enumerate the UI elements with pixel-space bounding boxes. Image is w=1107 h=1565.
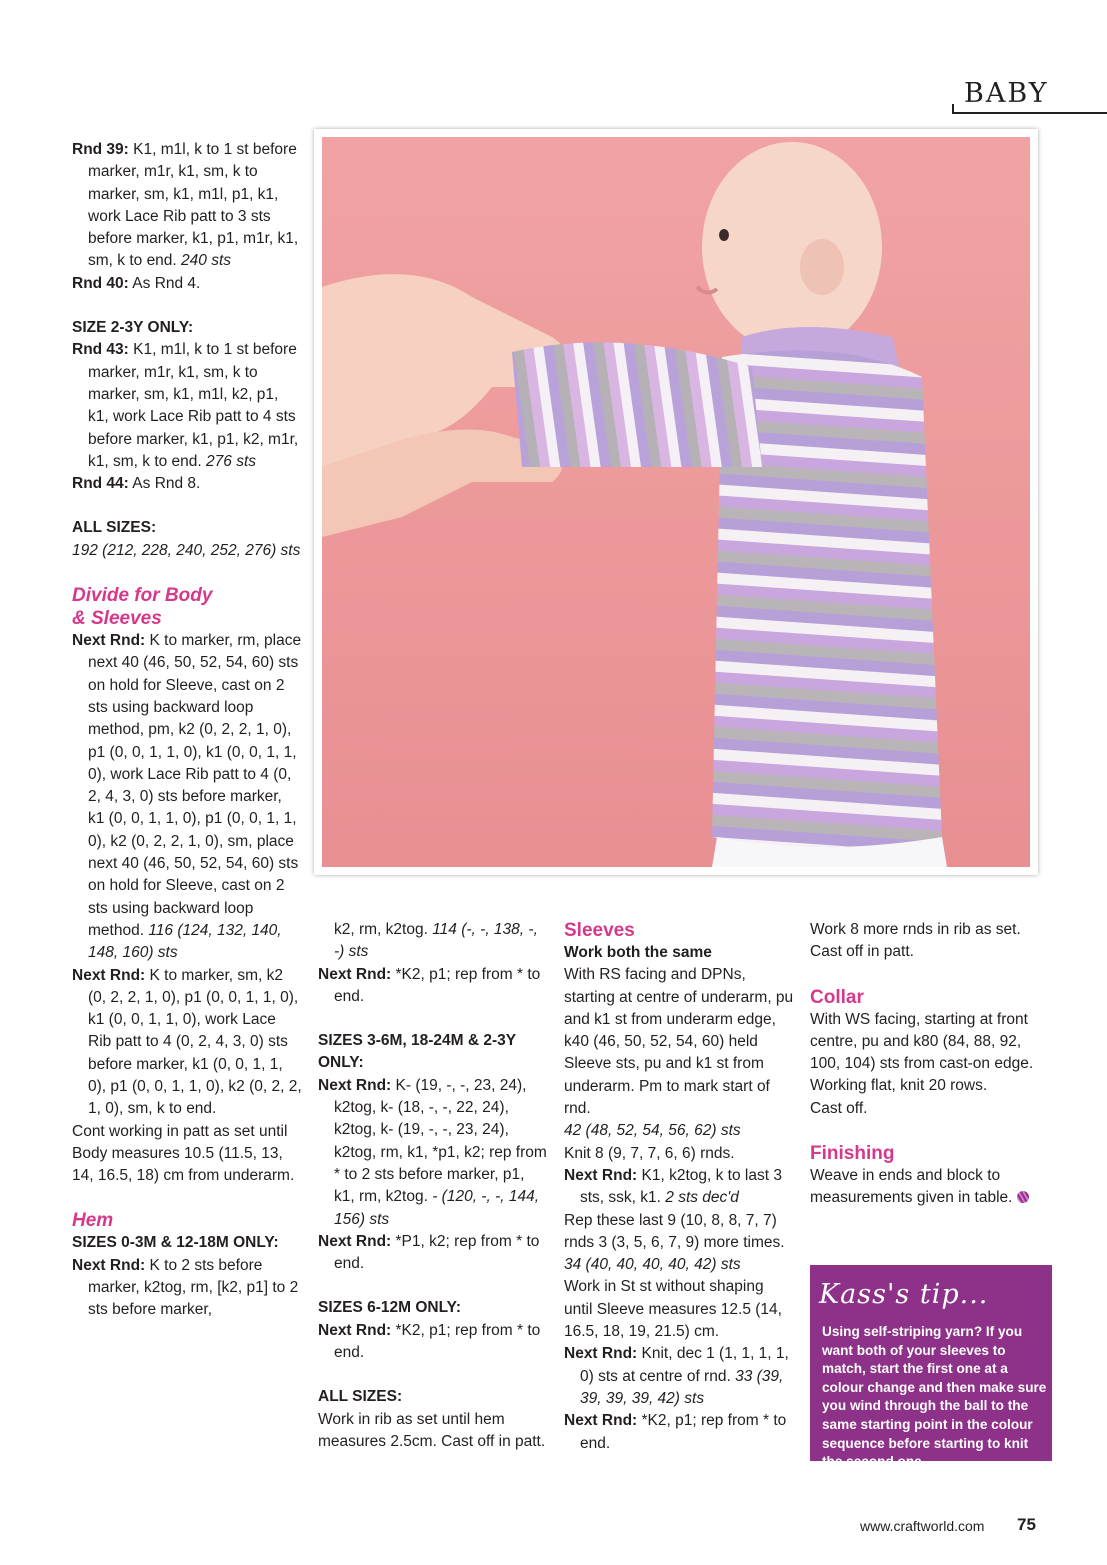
sleeves-stst-text: Work in St st without shaping until Sleeve measures 12.5 (14, 16.5, 18, 19, 21.5) cm. [564, 1278, 782, 1341]
rnd-44: Rnd 44: As Rnd 8. [72, 475, 201, 493]
page-number: 75 [1017, 1515, 1036, 1534]
section-tag-rule [952, 112, 1107, 114]
rnd-40: Rnd 40: As Rnd 4. [72, 274, 201, 292]
hem-heading: Hem [72, 1210, 114, 1232]
baby-sweater-illustration [322, 137, 1030, 867]
column-1 [72, 139, 302, 1322]
hem-continued-text: k2, rm, k2tog. 114 (-, -, 138, -, -) sts [334, 921, 538, 961]
collar-text-3: Cast off. [810, 1099, 868, 1117]
hem-block [72, 1209, 302, 1321]
rounds-39-40 [72, 139, 302, 295]
hem-all-sizes-heading: ALL SIZES: [318, 1388, 403, 1406]
sizes-3-6m-block [318, 1030, 548, 1275]
section-tag [952, 78, 1107, 114]
divide-next-rnd-2: Next Rnd: K to marker, sm, k2 (0, 2, 2, 1, 0), p1 (0, 0, 1, 1, 0), k1 (0, 0, 1, 1, 0), work Lace Rib patt to 4 (0, 2, 4, 3, 0) sts before marker, k1 (0, 0, 1, 1, 0), p1 (0, 0, 1, 1, 0), k2 (0, 2, 2, 1, 0), sm, k to end. [72, 966, 302, 1118]
column-4 [810, 919, 1050, 1210]
hem-next-rnd: Next Rnd: K to 2 sts before marker, k2tog, rm, [k2, p1] to 2 sts before marker, [72, 1256, 299, 1319]
section-tag-label: BABY [964, 78, 1049, 109]
sizes-6-12m-heading: SIZES 6-12M ONLY: [318, 1299, 461, 1317]
hem-all-sizes-block [318, 1386, 548, 1453]
finishing-text: Weave in ends and block to measurements given in table. [810, 1165, 1050, 1210]
collar-text-2: Working flat, knit 20 rows. [810, 1077, 988, 1095]
sizes-6-12m-block [318, 1297, 548, 1364]
collar-block [810, 986, 1050, 1120]
all-sizes-heading: ALL SIZES: [72, 519, 157, 537]
photo-frame [314, 129, 1038, 875]
hem-all-sizes-text: Work in rib as set until hem measures 2.5cm. Cast off in patt. [318, 1410, 546, 1450]
cont-working-text: Cont working in patt as set until Body measures 10.5 (11.5, 13, 14, 16.5, 18) cm from underarm. [72, 1122, 295, 1185]
hem-next-rnd-c: Next Rnd: *P1, k2; rep from * to end. [318, 1232, 540, 1273]
collar-text: With WS facing, starting at front centre, pu and k80 (84, 88, 92, 100, 104) sts from cast-on edge. [810, 1010, 1034, 1073]
sleeves-next-rnd-a: Next Rnd: K1, k2tog, k to last 3 sts, ssk, k1. 2 sts dec'd [564, 1166, 782, 1207]
divide-next-rnd-1: Next Rnd: K to marker, rm, place next 40 (46, 50, 52, 54, 60) sts on hold for Sleeve, cast on 2 sts using backward loop method, pm, k2 (0, 2, 2, 1, 0), p1 (0, 0, 1, 1, 0), k1 (0, 0, 1, 1, 0), work Lace Rib patt to 4 (0, 2, 4, 3, 0) sts before marker, k1 (0, 0, 1, 1, 0), p1 (0, 0, 1, 1, 0), k2 (0, 2, 2, 1, 0), sm, place next 40 (46, 50, 52, 54, 60) sts on hold for Sleeve, cast on 2 sts using backward loop method. 116 (124, 132, 140, 148, 160) sts [72, 632, 302, 962]
size-2-3y-block [72, 317, 302, 495]
column-2 [318, 919, 548, 1453]
finishing-block [810, 1142, 1050, 1210]
footer [860, 1515, 1036, 1534]
rnd-43: Rnd 43: K1, m1l, k to 1 st before marker, m1r, k1, sm, k to marker, sm, k1, m1l, k2, p1, k1, work Lace Rib patt to 4 sts before marker, k1, p1, k2, m1r, k1, sm, k to end. 276 sts [72, 341, 299, 470]
tip-title: Kass's tip... [819, 1279, 989, 1310]
baby-sweater-photo [322, 137, 1030, 867]
sleeves-repeat-text: Rep these last 9 (10, 8, 8, 7, 7) rnds 3 (3, 5, 6, 7, 9) more times. 34 (40, 40, 40, 40, 42) sts [564, 1211, 785, 1274]
hem-next-rnd-d: Next Rnd: *K2, p1; rep from * to end. [318, 1321, 541, 1362]
rnd-39: Rnd 39: K1, m1l, k to 1 st before marker, m1r, k1, sm, k to marker, sm, k1, m1l, p1, k1, work Lace Rib patt to 3 sts before marker, k1, p1, m1r, k1, sm, k to end. 240 sts [72, 141, 299, 270]
collar-heading: Collar [810, 986, 864, 1008]
divide-heading: Divide for Body & Sleeves [72, 585, 213, 630]
hem-next-rnd-b: Next Rnd: K- (19, -, -, 23, 24), k2tog, k- (18, -, -, 22, 24), k2tog, k- (19, -, -, 23, 24), k2tog, rm, k1, *p1, k2; rep from * to 2 sts before marker, p1, k1, rm, k2tog. - (120, -, -, 144, 156) sts [318, 1076, 547, 1228]
yarn-ball-icon [1017, 1191, 1029, 1203]
hem-continued [318, 919, 548, 1008]
sleeves-subheading: Work both the same [564, 944, 712, 961]
tip-box [810, 1265, 1052, 1470]
sleeves-next-rnd-c: Next Rnd: *K2, p1; rep from * to end. [564, 1412, 787, 1452]
sleeves-pickup-text: With RS facing and DPNs, starting at centre of underarm, pu and k1 st from underarm edge, k40 (46, 50, 52, 54, 60) held Sleeve sts, pu and k1 st from underarm. Pm to mark start of rnd. [564, 966, 794, 1118]
sleeves-heading: Sleeves [564, 920, 635, 941]
hem-sizes-heading: SIZES 0-3M & 12-18M ONLY: [72, 1234, 279, 1252]
all-sizes-block [72, 517, 302, 562]
sleeves-finish-text: Work 8 more rnds in rib as set. Cast off in patt. [810, 921, 1021, 961]
all-sizes-count: 192 (212, 228, 240, 252, 276) sts [72, 541, 301, 559]
tip-body: Using self-striping yarn? If you want both of your sleeves to match, start the first one at a colour change and then make sure you wind through the ball to the same starting point in the colour sequence before starting to knit the second one [822, 1324, 1047, 1470]
sleeves-next-rnd-b: Next Rnd: Knit, dec 1 (1, 1, 1, 1, 0) sts at centre of rnd. 33 (39, 39, 39, 39, 42) sts [564, 1345, 789, 1407]
sleeves-pickup-count: 42 (48, 52, 54, 56, 62) sts [564, 1122, 741, 1140]
sizes-3-6m-heading: SIZES 3-6M, 18-24M & 2-3Y ONLY: [318, 1032, 516, 1072]
hem-next-rnd-a: Next Rnd: *K2, p1; rep from * to end. [318, 965, 541, 1005]
size-2-3y-heading: SIZE 2-3Y ONLY: [72, 319, 194, 337]
divide-block [72, 584, 302, 1187]
column-3 [564, 919, 796, 1455]
sleeves-knit-rounds: Knit 8 (9, 7, 7, 6, 6) rnds. [564, 1144, 735, 1162]
finishing-heading: Finishing [810, 1143, 895, 1165]
footer-url[interactable]: www.craftworld.com [860, 1518, 985, 1534]
